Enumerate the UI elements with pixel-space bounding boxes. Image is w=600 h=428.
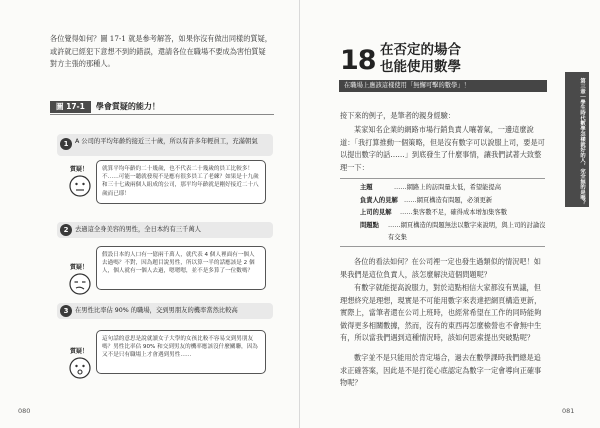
question-text-3: 在男性比率佔 90% 的職場，交到男朋友的機率當然比較高 bbox=[75, 307, 238, 314]
figure-divider bbox=[50, 114, 274, 115]
chapter-subtitle: 在職場上應該這樣使用「無懈可擊的數學」！ bbox=[339, 80, 547, 92]
doubt-label-3: 質疑！ bbox=[70, 348, 89, 355]
paragraph-3: 各位的看法如何？在公司裡一定也發生過類似的情況吧！如果我們是這位負責人，該怎麼解決這個問題呢？ bbox=[340, 257, 541, 279]
surprised-face-icon bbox=[68, 356, 92, 380]
list-value: ……網頁構造有問題，必須更新 bbox=[404, 196, 493, 204]
question-number-1: 1 bbox=[60, 138, 72, 150]
chapter-number: 18 bbox=[340, 45, 376, 76]
figure-title: 學會質疑的能力！ bbox=[95, 102, 160, 111]
side-chapter-tab bbox=[565, 72, 589, 207]
doubt-bubble-1: 就算平均年齡約二十幾歲，也不代表二十幾歲的員工比較多！不……可能一聽就發現不是應有很多員工了老練？如果是十九歲和三十七歲兩個人組成的公司，那平均年齡就是剛好接近二十八歲而已耶！ bbox=[96, 160, 266, 204]
figure-number: 圖 17-1 bbox=[50, 101, 91, 113]
page-number-left: 080 bbox=[18, 407, 31, 415]
list-item bbox=[360, 182, 550, 195]
paragraph-4: 有數字就能提高說服力，對於這點相信大家都沒有異議，但理想終究是理想，現實是不可能用數字來表達把網頁構造更新，實際上，當筆者還在公司上班時，也經常希望在工作的同時能夠做得更多相關數據，然而，沒有的東西再怎麼檢營也不會無中生有，所以當我們遇到這種情況時，該如何思索提出突破點呢？ bbox=[340, 283, 542, 343]
doubt-label-1: 質疑！ bbox=[70, 166, 89, 173]
thinking-face-icon bbox=[68, 174, 92, 198]
situation-list bbox=[360, 182, 550, 245]
side-tab-text: 第三章｜學生時代數學怎樣就好的人，完全無的是嗎？ bbox=[579, 78, 585, 206]
doubt-bubble-2: 假設日本的人口有一億兩千萬人，就代表 4 個人裡面有一個人去過嗎？不對，因為題目說男性，所以算一半的話應該是 2 個人，個人就有一個人去過，嗯嗯嗯，並不是多算了一位數嗎？ bbox=[96, 246, 266, 290]
list-bottom-rule bbox=[340, 246, 545, 247]
question-text-1: A 公司的平均年齡約接近三十歲，所以有許多年輕員工，充滿朝氣 bbox=[75, 138, 258, 145]
intro-paragraph: 各位覺得如何？圖 17-1 就是參考解答，如果你沒有做出同樣的質疑，或許就已經犯下意想不到的錯誤，還請各位在職場不要成為害怕質疑對方主張的那種人。 bbox=[50, 34, 272, 69]
page-number-right: 081 bbox=[562, 407, 575, 415]
paragraph-5: 數字並不是只能用於肯定場合，過去在數學課時我們總是追求正確答案，因此是不是打從心底認定為數字一定會導向正確事物呢？ bbox=[340, 353, 542, 388]
doubt-bubble-3: 這句話的意思是說就讀女子大學的女孩比較不容易交到男朋友嗎？男性比率佔 90% 和交到男友的機率應該沒什麼關聯，因為又不是只有職場上才會遇到男性…… bbox=[96, 330, 266, 374]
list-item bbox=[360, 220, 550, 245]
list-value: ……網頁構造的問題無法以數字來說明，與上司的討論沒有交集 bbox=[388, 221, 546, 242]
question-text-2: 去過這全身美容的男性，全日本約有三千萬人 bbox=[75, 226, 201, 233]
figure-header bbox=[50, 100, 274, 113]
list-item bbox=[360, 195, 550, 208]
confused-face-icon bbox=[68, 272, 92, 296]
paragraph-2: 某家知名企業的網路市場行銷負責人嚷著氣，一邊這麼說道：「我打算推動一個策略，但是沒有數字可以說服上司，要是可以提出數字的話……」到底發生了什麼事情，讓我們試著大致整理一下： bbox=[340, 125, 545, 172]
question-box-1 bbox=[57, 134, 273, 156]
chapter-title-line-2: 也能使用數學 bbox=[380, 59, 461, 75]
list-key: 負責人的見解 bbox=[360, 196, 398, 204]
chapter-title bbox=[380, 42, 461, 76]
question-box-2 bbox=[57, 222, 273, 238]
question-number-3: 3 bbox=[60, 305, 72, 317]
list-value: ……網路上的訪問量太低，希望能提高 bbox=[394, 184, 502, 191]
chapter-title-line-1: 在否定的場合 bbox=[380, 42, 461, 58]
list-top-rule bbox=[340, 178, 545, 179]
list-key: 上司的見解 bbox=[360, 209, 392, 217]
doubt-label-2: 質疑！ bbox=[70, 264, 89, 271]
question-box-3 bbox=[57, 303, 273, 319]
question-number-2: 2 bbox=[60, 224, 72, 236]
list-key: 主題 bbox=[360, 184, 373, 191]
list-key: 問題點 bbox=[360, 221, 379, 229]
list-value: ……集客數不足，確得成本增加集客數 bbox=[400, 209, 508, 217]
paragraph-1: 接下來的例子，是筆者的親身經驗： bbox=[340, 111, 456, 120]
list-item bbox=[360, 207, 550, 220]
